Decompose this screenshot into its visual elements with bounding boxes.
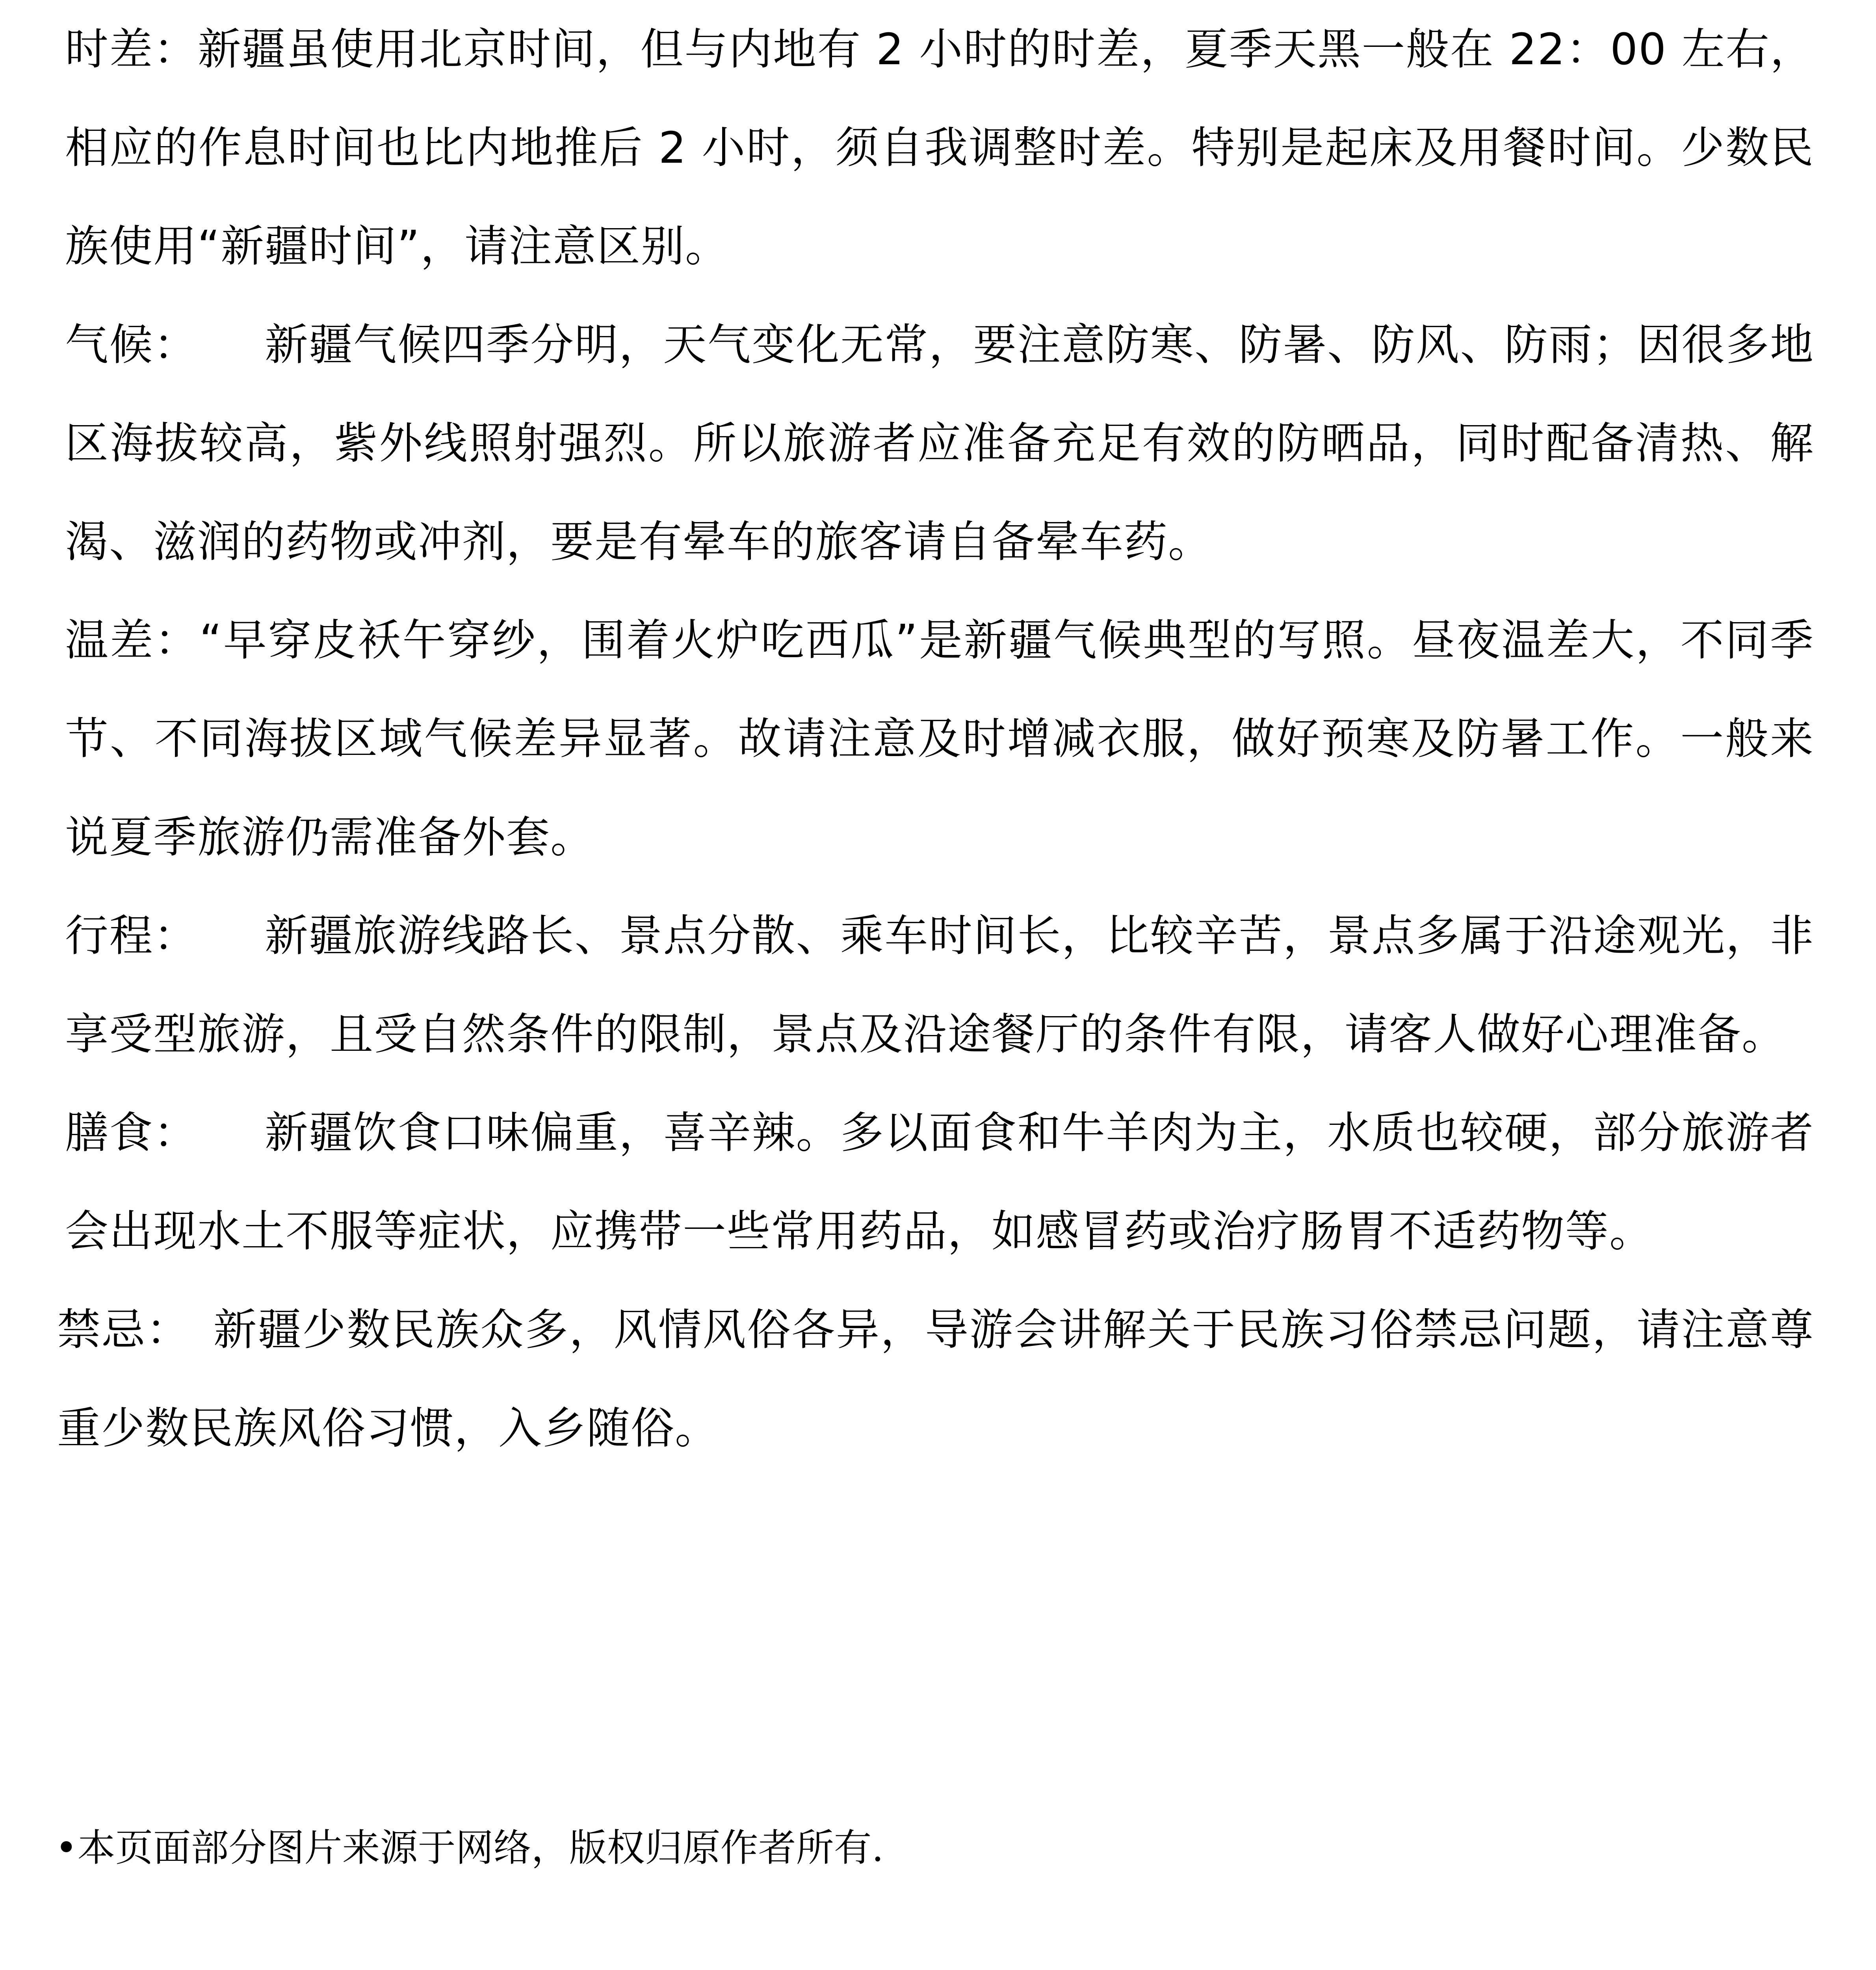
section-indent (191, 1305, 213, 1355)
travel-notes-content (57, 0, 1815, 1478)
section-text: 新疆少数民族众多，风情风俗各异，导游会讲解关于民族习俗禁忌问题，请注意尊重少数民族风俗习惯，入乡随俗。 (57, 1305, 1815, 1453)
section-label: 行程： (65, 911, 176, 961)
section-label: 时差： (65, 24, 198, 74)
bullet-icon: • (55, 1826, 78, 1870)
section-text: 新疆虽使用北京时间，但与内地有 2 小时的时差，夏季天黑一般在 22：00 左右，相应的作息时间也比内地推后 2 小时，须自我调整时差。特别是起床及用餐时间。少数民族使用“新疆时间”，请注意区别。 (65, 24, 1815, 271)
section-indent (176, 1108, 265, 1158)
section-diet (65, 1084, 1814, 1280)
section-indent (176, 911, 265, 961)
section-text: 新疆饮食口味偏重，喜辛辣。多以面食和牛羊肉为主，水质也较硬，部分旅游者会出现水土不服等症状，应携带一些常用药品，如感冒药或治疗肠胃不适药物等。 (65, 1108, 1815, 1256)
section-text: 新疆气候四季分明，天气变化无常，要注意防寒、防暑、防风、防雨；因很多地区海拔较高，紫外线照射强烈。所以旅游者应准备充足有效的防晒品，同时配备清热、解渴、滋润的药物或冲剂，要是有晕车的旅客请自备晕车药。 (65, 320, 1815, 567)
section-label: 膳食： (65, 1108, 176, 1158)
section-label: 温差： (65, 615, 200, 665)
section-label: 气候： (65, 320, 176, 370)
section-climate (65, 296, 1814, 591)
section-taboos (57, 1280, 1814, 1478)
footnote-text: 本页面部分图片来源于网络，版权归原作者所有. (77, 1826, 884, 1870)
copyright-footnote (55, 1820, 884, 1875)
section-time-difference (65, 0, 1814, 296)
section-text: 新疆旅游线路长、景点分散、乘车时间长，比较辛苦，景点多属于沿途观光，非享受型旅游，且受自然条件的限制，景点及沿途餐厅的条件有限，请客人做好心理准备。 (65, 911, 1815, 1059)
section-temperature-difference (65, 591, 1814, 886)
section-itinerary (65, 886, 1814, 1084)
section-label: 禁忌： (57, 1305, 191, 1355)
section-text: “早穿皮袄午穿纱，围着火炉吃西瓜”是新疆气候典型的写照。昼夜温差大，不同季节、不同海拔区域气候差异显著。故请注意及时增减衣服，做好预寒及防暑工作。一般来说夏季旅游仍需准备外套。 (65, 615, 1814, 862)
section-indent (176, 320, 265, 370)
